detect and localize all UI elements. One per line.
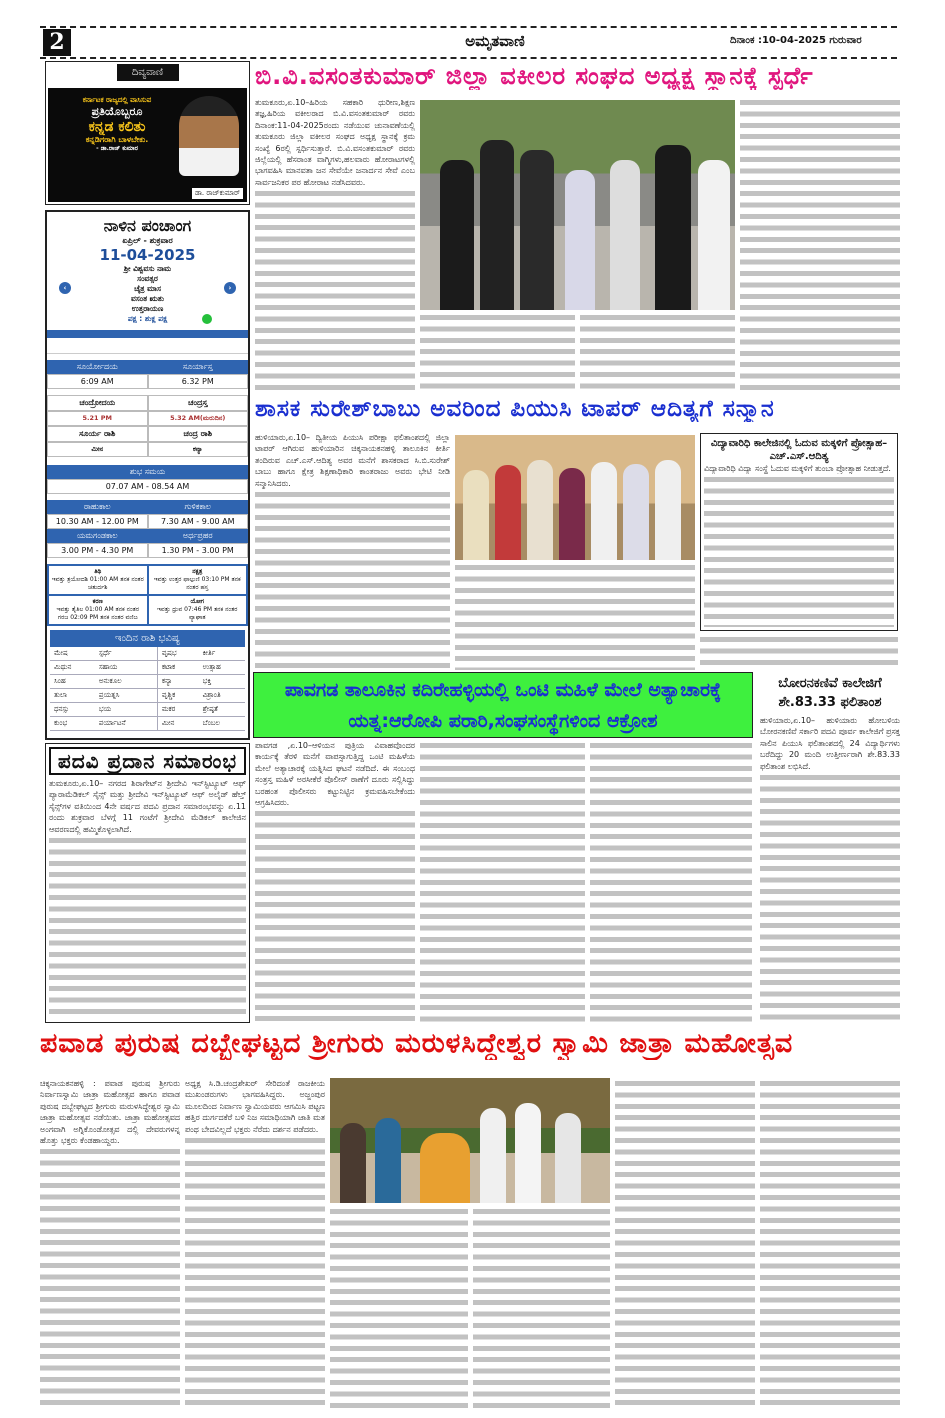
rashi-row xyxy=(50,703,245,717)
rashi-prediction: ಪರ್ಯಾಟನೆ xyxy=(95,717,158,731)
gulika-label: ಗುಳಿಕಕಾಲ xyxy=(148,500,249,514)
article-body: ಪಾವಗಡ ,ಏ.10–ಆಳಿಯನ ಪುತ್ರಿಯ ವಿವಾಹವೊಂದರ ಕಾರ್ಯಕ್ಕೆ ತೆರಳಿ ಮನೆಗೆ ವಾಪಸ್ಸಾಗುತ್ತಿದ್ದ ಒಂಟಿ ಮಹಿಳೆಯ ಮೇಲೆ ಅತ್ಯಾಚಾರಕ್ಕೆ ಯತ್ನಿಸಿದ ಘಟನೆ ನಡೆದಿದೆ. ಈ ಸಂಬಂಧ ಸಂತ್ರಸ್ತ ಮಹಿಳೆ ಅರಸೀಕೆರೆ ಪೊಲೀಸ್ ಠಾಣೆಗೆ ದೂರು ಸಲ್ಲಿಸಿದ್ದು ಬರಹಂತ ಪೊಲೀಸರು ಕಟ್ಟುನಿಟ್ಟಿನ ಕ್ರಮವಹಿಸಬೇಕೆಂದು ಆಗ್ರಹಿಸಿದರು. xyxy=(255,741,415,808)
moonset-time: 5.32 AM(ಮರುದಿನ) xyxy=(148,411,249,426)
headline: ಪದವಿ ಪ್ರದಾನ ಸಮಾರಂಭ xyxy=(49,747,246,775)
article-text-continued xyxy=(455,562,695,670)
panchanga-month-day: ಏಪ್ರಿಲ್ - ಶುಕ್ರವಾರ xyxy=(122,236,173,245)
article-body: ಚಿಕ್ಕನಾಯಕನಹಳ್ಳಿ : ಪವಾಡ ಪುರುಷ ಶ್ರೀಗುರು ನಿರ್ವಾಣಸ್ವಾಮಿ ಜಾತ್ರಾ ಮಹೋತ್ಸವ ಹಾಗೂ ಪವಾಡ ಪುರುಷ ದಬ್ಬೇಘಟ್ಟದ ಶ್ರೀಗುರು ಮರುಳಸಿದ್ಧೇಶ್ವರ ಸ್ವಾಮಿ ಜಾತ್ರಾ ಮಹೋತ್ಸವ ನಡೆಯಿತು. ಜಾತ್ರಾ ಮಹೋತ್ಸವದ ಅಂಗವಾಗಿ ಅಗ್ನಿಕೊಂಡೋತ್ಸವ ದಲ್ಲಿ ದೇವರುಗಳನ್ನ ಹೊತ್ತು ಭಕ್ತರು ಕೆಂಡಹಾಯ್ದರು. xyxy=(40,1079,180,1146)
article-text-continued xyxy=(330,1206,468,1410)
shubha-time: 07.07 AM - 08.54 AM xyxy=(47,479,248,494)
rashi-name: ವೃಷಭ xyxy=(157,647,198,661)
rashi-prediction: ಸ್ಪರ್ಧೆ xyxy=(95,647,158,661)
next-day-button[interactable]: › xyxy=(224,282,236,294)
rashi-prediction: ಅನುಕೂಲ xyxy=(95,675,158,689)
rashi-row xyxy=(50,647,245,661)
rashi-prediction: ವಿಶ್ರಾಂತಿ xyxy=(199,689,245,703)
prev-day-button[interactable]: ‹ xyxy=(59,282,71,294)
article-text-continued xyxy=(255,489,450,670)
rashi-prediction: ಭಕ್ತಿ xyxy=(199,675,245,689)
portrait-caption: ಡಾ. ರಾಜ್‌ಕುಮಾರ್ xyxy=(192,188,243,199)
masa: ಚೈತ್ರ ಮಾಸ xyxy=(134,284,161,293)
article-text-continued xyxy=(704,474,894,627)
lawyers-photo xyxy=(420,100,735,310)
sunset-label: ಸೂರ್ಯಾಸ್ತ xyxy=(148,360,249,374)
rashi-name: ಧನಸ್ಸು xyxy=(50,703,95,717)
article-text-continued xyxy=(420,740,585,1022)
issue-date: ದಿನಾಂಕ :10-04-2025 ಗುರುವಾರ xyxy=(730,35,862,46)
rashi-title: ಇಂದಿನ ರಾಶಿ ಭವಿಷ್ಯ xyxy=(50,630,245,647)
paksha: ಪಕ್ಷ : ಶುಕ್ಲ ಪಕ್ಷ xyxy=(127,314,168,323)
rashi-prediction: ಬೆಂಬಲ xyxy=(199,717,245,731)
divyavani-box xyxy=(45,61,250,205)
ardha-time: 1.30 PM - 3.00 PM xyxy=(148,543,249,558)
yama-label: ಯಮಗಂಡಕಾಲ xyxy=(47,529,148,543)
box-body: ವಿದ್ಯಾವಾರಿಧಿ ವಿದ್ಯಾ ಸಂಸ್ಥೆ ಓದುವ ಮಕ್ಕಳಿಗೆ ತುಂಬಾ ಪ್ರೋತ್ಸಾಹ ನೀಡುತ್ತದೆ. xyxy=(704,464,891,473)
sunrise-label: ಸೂರ್ಯೋದಯ xyxy=(47,360,148,374)
tithi-label: ತಿಥಿ xyxy=(94,568,102,575)
whatsapp-icon[interactable] xyxy=(202,314,212,324)
article-column xyxy=(185,1078,325,1410)
yama-time: 3.00 PM - 4.30 PM xyxy=(47,543,148,558)
article-text-continued xyxy=(740,97,900,390)
article-text-continued xyxy=(473,1206,610,1410)
moonrise-label: ಚಂದ್ರೋದಯ xyxy=(47,395,148,411)
panchanga-date: 11-04-2025 xyxy=(99,246,196,264)
karana: ಇವತ್ತು ತೈತಿಲ 01:00 AM ತನಕ ನಂತರ ಗರಜ 02:09 PM ತನಕ ನಂತರ ವಣಿಜ xyxy=(56,606,140,621)
article-column xyxy=(40,1078,180,1410)
divider xyxy=(47,330,248,338)
sunset-time: 6.32 PM xyxy=(148,374,249,389)
rashi-name: ಮಿಥುನ xyxy=(50,661,95,675)
article-body: ಹುಳಿಯಾರು,ಏ.10– ದ್ವಿತೀಯ ಪಿಯುಸಿ ಪರೀಕ್ಷಾ ಫಲಿತಾಂಶದಲ್ಲಿ ಜಿಲ್ಲಾ ಟಾಪರ್ ಆಗಿರುವ ಹುಳಿಯಾರಿನ ಚಿಕ್ಕನಾಯಕನಹಳ್ಳಿ ತಾಲೂಕಿನ ಕೀರ್ತಿ ತಂದಿರುವ ಎಚ್.ಎಸ್.ಆದಿತ್ಯ ಅವರ ಮನೆಗೆ ಶಾಸಕರಾದ ಸಿ.ಬಿ.ಸುರೇಶ್ ಬಾಬು ಹಾಗೂ ಕ್ಷೇತ್ರ ಶಿಕ್ಷಣಾಧಿಕಾರಿ ಕಾಂತರಾಜು ಅವರು ಭೇಟಿ ನೀಡಿ ಸನ್ಮಾನಿಸಿದರು. xyxy=(255,433,450,488)
article-column xyxy=(255,432,450,670)
article-text-continued xyxy=(760,772,900,1022)
article-body: ಹುಳಿಯಾರು,ಏ.10– ಹುಳಿಯಾರು ಹೋಬಳಿಯ ಬೋರನಕಣಿವೆ ಸರ್ಕಾರಿ ಪದವಿ ಪೂರ್ವ ಕಾಲೇಜಿಗೆ ಪ್ರಸಕ್ತ ಸಾಲಿನ ಪಿಯುಸಿ ಫಲಿತಾಂಶದಲ್ಲಿ 24 ವಿದ್ಯಾರ್ಥಿಗಳು ಬರೆದಿದ್ದು 20 ಮಂದಿ ಉತ್ತೀರ್ಣರಾಗಿ ಶೇ.83.33 ಫಲಿತಾಂಶ ಲಭಿಸಿದೆ. xyxy=(760,716,900,771)
gulika-time: 7.30 AM - 9.00 AM xyxy=(148,514,249,529)
nakshatra: ಇವತ್ತು ಉತ್ತರ ಫಾಲ್ಗುಣಿ 03:10 PM ತನಕ ನಂತರ ಹಸ್ತ xyxy=(153,576,241,591)
quote-attribution: - ಡಾ.ರಾಜ್ ಕುಮಾರ xyxy=(96,145,138,152)
jatra-photo xyxy=(330,1078,610,1203)
article-text-continued xyxy=(420,312,575,390)
samvatsara-label: ಸಂವತ್ಸರ xyxy=(137,274,158,283)
quote-line: ಕನ್ನಡ ಕಲಿತು xyxy=(88,119,146,135)
article-text-continued xyxy=(49,835,246,1019)
yoga: ಇವತ್ತು ಧ್ರುವ 07:46 PM ತನಕ ನಂತರ ವ್ಯಾಘಾತ xyxy=(157,606,238,621)
article-text-continued xyxy=(590,740,752,1022)
rashi-name: ಸಿಂಹ xyxy=(50,675,95,689)
surya-rashi-label: ಸೂರ್ಯ ರಾಶಿ xyxy=(47,426,148,442)
rashi-prediction: ಪ್ರಯತ್ನಸಿ xyxy=(95,689,158,703)
masthead: ಅಮೃತವಾಣಿ xyxy=(465,32,525,50)
chandra-rashi-label: ಚಂದ್ರ ರಾಶಿ xyxy=(148,426,249,442)
sunrise-time: 6:09 AM xyxy=(47,374,148,389)
rashi-name: ಕಟಾಕ xyxy=(157,661,198,675)
article-text-continued xyxy=(580,312,735,390)
ayana: ಉತ್ತರಾಯಣ xyxy=(131,304,164,313)
page-number: 2 xyxy=(43,29,71,56)
article-text-continued xyxy=(760,1078,900,1410)
rashi-prediction: ಕೀರ್ತಿ xyxy=(199,647,245,661)
panchanga-panel xyxy=(45,210,250,740)
quote-line: ಪ್ರತಿಯೊಬ್ಬರೂ xyxy=(91,105,143,118)
ritu: ವಸಂತ ಋತು xyxy=(130,294,165,303)
karana-label: ಕರಣ xyxy=(92,598,103,605)
rahu-time: 10.30 AM - 12.00 PM xyxy=(47,514,148,529)
box-headline: ವಿದ್ಯಾವಾರಿಧಿ ಕಾಲೇಜಿನಲ್ಲಿ ಓದುವ ಮಕ್ಕಳಿಗೆ ಪ್ರೋತ್ಸಾಹ–ಎಚ್.ಎಸ್.ಆದಿತ್ಯ xyxy=(710,438,888,462)
rashi-table xyxy=(50,647,245,731)
rashi-name: ಕನ್ಯಾ xyxy=(157,675,198,689)
felicitation-photo xyxy=(455,435,695,560)
article-body: ತುಮಕೂರು,ಏ.10–ಹಿರಿಯ ಸಹಕಾರಿ ಧುರೀಣ,ಶಿಕ್ಷಣ ತಜ್ಞ,ಹಿರಿಯ ವಕೀಲರಾದ ಬಿ.ವಿ.ವಸಂತಕುಮಾರ್ ರವರು ದಿನಾಂಕ:11-04-2025ರಂದು ನಡೆಯುವ ಚುನಾವಣೆಯಲ್ಲಿ ತುಮಕೂರು ಜಿಲ್ಲಾ ವಕೀಲರ ಸಂಘದ ಅಧ್ಯಕ್ಷ ಸ್ಥಾನಕ್ಕೆ ಕ್ರಮ ಸಂಖ್ಯೆ 6ರಲ್ಲಿ ಸ್ಪರ್ಧಿಸುತ್ತಾರೆ. ಬಿ.ವಿ.ವಸಂತಕುಮಾರ್ ರವರು ಜಿಲ್ಲೆಯಲ್ಲಿ ಹೆಸರಾಂತ ವಾಗ್ಮಿಗಳು,ಹಲವಾರು ಹೋರಾಟಗಳಲ್ಲಿ ಭಾಗವಹಿಸಿ ಮಾನವತಾ ಜನ ಸೇವೆಯೇ ಜನಾರ್ದನ ಸೇವೆ ಎಂಬ ಸಾರ್ವಜನಿಕರ ಪರ ಹೋರಾಟ ನಡೆಸಿದವರು. xyxy=(255,98,415,187)
rashi-name: ಮೇಷ xyxy=(50,647,95,661)
headline: ಬಿ.ವಿ.ವಸಂತಕುಮಾರ್ ಜಿಲ್ಲಾ ವಕೀಲರ ಸಂಘದ ಅಧ್ಯಕ್ಷ ಸ್ಥಾನಕ್ಕೆ ಸ್ಪರ್ಧೆ xyxy=(255,62,814,90)
rashi-name: ವೃಶ್ಚಿಕ xyxy=(157,689,198,703)
quote-line: ಕನ್ನಡಿಗರಾಗಿ ಬಾಳಬೇಕು. xyxy=(85,135,149,144)
article-body: ತುಮಕೂರು,ಏ.10– ನಗರದ ಶಿರಾಗೇಟ್‌ನ ಶ್ರೀದೇವಿ ಇನ್‌ಸ್ಟಿಟ್ಯೂಟ್ ಆಫ್ ಪ್ಯಾರಾಮೆಡಿಕಲ್ ಸೈನ್ಸ್ ಮತ್ತು ಶ್ರೀದೇವಿ ಇನ್‌ಸ್ಟಿಟ್ಯೂಟ್ ಆಫ್ ಅಲೈಡ್ ಹೆಲ್ತ್ ಸೈನ್ಸ್‌ಗಳ ವತಿಯಿಂದ 4ನೇ ವರ್ಷದ ಪದವಿ ಪ್ರದಾನ ಸಮಾರಂಭವನ್ನು ಏ.11 ರಂದು ಶುಕ್ರವಾರ ಬೆಳಗ್ಗೆ 11 ಗಂಟೆಗೆ ಶ್ರೀದೇವಿ ಮೆಡಿಕಲ್ ಕಾಲೇಜಿನ ಆವರಣದಲ್ಲಿ ಹಮ್ಮಿಕೊಳ್ಳಲಾಗಿದೆ. xyxy=(49,779,246,834)
divyavani-label: ದಿವ್ಯವಾಣಿ xyxy=(117,64,179,81)
rashi-name: ಮಕರ xyxy=(157,703,198,717)
surya-rashi: ಮೀನ xyxy=(47,442,148,457)
article-column xyxy=(255,740,415,1022)
article-text-continued xyxy=(255,808,415,1022)
yoga-label: ಯೋಗ xyxy=(190,598,205,605)
article-text-continued xyxy=(185,1135,325,1410)
headline: ಪವಾಡ ಪುರುಷ ದಬ್ಬೇಘಟ್ಟದ ಶ್ರೀಗುರು ಮರುಳಸಿದ್ಧೇಶ್ವರ ಸ್ವಾಮಿ ಜಾತ್ರಾ ಮಹೋತ್ಸವ xyxy=(40,1028,794,1059)
rashi-row xyxy=(50,689,245,703)
vidyavaridhi-box xyxy=(700,433,898,631)
header-rule xyxy=(40,57,897,59)
rahu-label: ರಾಹುಕಾಲ xyxy=(47,500,148,514)
rashi-row xyxy=(50,661,245,675)
rashi-prediction: ಶ್ರೇಷ್ಠತೆ xyxy=(199,703,245,717)
rashi-prediction: ಉತ್ಸಾಹ xyxy=(199,661,245,675)
rashi-row xyxy=(50,717,245,731)
chandra-rashi: ಕನ್ಯಾ xyxy=(148,442,249,457)
article-text-continued xyxy=(40,1146,180,1410)
article-boranakanive xyxy=(760,674,900,1022)
quote-line: ಕರ್ನಾಟಕ ರಾಜ್ಯದಲ್ಲಿ ವಾಸಿಸುವ xyxy=(82,96,152,104)
rashi-prediction: ಭಯ xyxy=(95,703,158,717)
samvatsara: ಶ್ರೀ ವಿಶ್ವವಸು ನಾಮ xyxy=(123,264,172,273)
rashi-row xyxy=(50,675,245,689)
rajkumar-quote-image xyxy=(48,88,247,202)
article-padavi xyxy=(45,743,250,1023)
top-rule xyxy=(40,26,897,28)
article-text-continued xyxy=(255,188,415,390)
portrait xyxy=(179,96,239,176)
rashi-name: ಮೀನ xyxy=(157,717,198,731)
moonrise-time: 5.21 PM xyxy=(47,411,148,426)
headline: ಶಾಸಕ ಸುರೇಶ್‌ಬಾಬು ಅವರಿಂದ ಪಿಯುಸಿ ಟಾಪರ್ ಆದಿತ್ಯಗೆ ಸನ್ಮಾನ xyxy=(255,396,775,422)
divider xyxy=(47,338,248,354)
rashi-prediction: ಸಹಾಯ xyxy=(95,661,158,675)
article-column xyxy=(255,97,415,390)
article-body: ಅಧ್ಯಕ್ಷ ಸಿ.ಡಿ.ಚಂದ್ರಶೇಖರ್ ಸೇರಿದಂತೆ ರಾಜಕೀಯ ಮುಖಂಡರುಗಳು ಭಾಗವಹಿಸಿದ್ದರು. ಅಜ್ಜಂಪುರ ಮೂಲದಿಂದ ನಿರ್ವಾಣ ಸ್ವಾಮಿಯವರು ಆಗಮಿಸಿ ಪಟ್ಟಣ ಹತ್ತಿರ ದುರ್ಗದಕೆರೆ ಬಳಿ ನಿಜ ಸಮಾಧಿಯಾಗಿ ಜಾತಿ ಮತ ಪಂಥ ಬೇದವಿಲ್ಲದೆ ಭಕ್ತರು ನೆರೆದು ದರ್ಶನ ಪಡೆದರು. xyxy=(185,1079,325,1134)
article-text-continued xyxy=(615,1078,755,1410)
moonset-label: ಚಂದ್ರಸ್ತ xyxy=(148,395,249,411)
rashi-name: ತುಲಾ xyxy=(50,689,95,703)
headline: ಪಾವಗಡ ತಾಲೂಕಿನ ಕದಿರೇಹಳ್ಳಿಯಲ್ಲಿ ಒಂಟಿ ಮಹಿಳೆ ಮೇಲೆ ಅತ್ಯಾಚಾರಕ್ಕೆ ಯತ್ನ:ಆರೋಪಿ ಪರಾರಿ,ಸಂಘಸಂಸ್ಥೆಗಳಿಂದ ಆಕ್ರೋಶ xyxy=(253,672,753,738)
rashi-name: ಕುಂಭ xyxy=(50,717,95,731)
shubha-label: ಶುಭ ಸಮಯ xyxy=(47,465,248,479)
panchanga-title: ನಾಳಿನ ಪಂಚಾಂಗ xyxy=(103,216,192,235)
nakshatra-label: ನಕ್ಷತ್ರ xyxy=(192,568,203,575)
tithi: ಇವತ್ತು ತ್ರಯೋದಶಿ 01:00 AM ತನಕ ನಂತರ ಚತುರ್ದಶಿ xyxy=(51,576,144,591)
article-text-continued xyxy=(700,634,898,670)
ardha-label: ಅರ್ಧಪ್ರಹರ xyxy=(148,529,249,543)
headline: ಬೋರನಕಣಿವೆ ಕಾಲೇಜಿಗೆ ಶೇ.83.33 ಫಲಿತಾಂಶ xyxy=(778,676,882,710)
